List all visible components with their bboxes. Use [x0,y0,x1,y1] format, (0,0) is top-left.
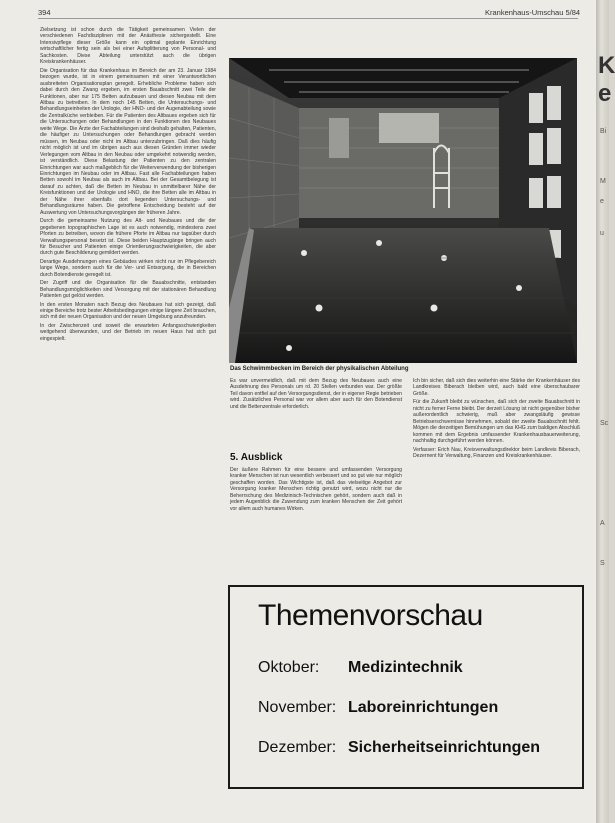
swimming-pool-photo [229,58,577,363]
paragraph: Die Organisation für das Krankenhaus im Bereich der am 23. Januar 1984 bezogen wurde, ist in einem gemeinsamen mit einer Verantwortlichen ausbreiteten Organisationsplan geregelt. Erhebliche Probleme haben sich dabei durch den Zwang ergeben, im ersten Bauabschnitt zwei Teile der Funktionen, aber nur 175 Betten aufzubauen und diesen Neubau mit dem Altbau zu betreiben. In dem noch 145 Betten, die Untersuchungs- und Behandlungseinheiten der Urologie, der HNO- und der Augenabteilung sowie die Zentralküche verbleiben. Für die Patienten des Altbaues ergeben sich für die Untersuchungen oder Behandlungen in den Funktionen des Neubaues weite Wege. Die Ärzte der Fachabteilungen sind deshalb gehalten, Patienten, die häufiger zu Untersuchungen oder Behandlungen gebracht werden müssen, im Neubau oder nicht im Altbau unterzubringen. Daß dies häufig nicht möglich ist und im übrigen auch aus diesen Gründen immer wieder Verlegungen vom Altbau in den Neubau oder umgekehrt notwendig werden, ist verständlich. Diese Belastung der Patienten zu den zentralen Einrichtungen war auch maßgeblich für die Weiterverwendung der bisherigen Einrichtungen im Neubau oder im Altbau. Fast alle Fachabteilungen haben Betten sowohl im Neubau als auch im Altbau. Bei der Gesamtbelegung ist darauf zu achten, daß die Betten im Neubau in unmittelbarer Nähe der Kreisfunktionen und der Urologie und HNO, die ihre Betten alle im Altbau in der Nähe ihrer ebenfalls dort liegenden Untersuchungs- und Behandlungsräume haben. Die getroffene Entscheidung besteht auf der Auswertung von Untersuchungsvorgängen der früheren Jahre. [40,67,216,216]
photo-caption: Das Schwimmbecken im Bereich der physikalischen Abteilung [230,366,409,372]
section-heading: 5. Ausblick [230,452,283,463]
next-page-fragment: u [600,230,604,237]
next-page-fragment: A [600,520,605,527]
next-page-fragment: Sc [600,420,609,427]
paragraph: Für die Zukunft bleibt zu wünschen, daß sich der zweite Bauabschnitt in nicht zu ferner Ferne bleibt. Der derzeit Lösung ist nicht gegenüber bisher außerordentlich schwierig, muß aber zwangsläufig gewisse Betriebserschwernisse hinnehmen, sobald der zweite Bauabschnitt fehlt. Mögen die derzeitigen Bemühungen um das KHG zum baldigen Abschluß kommen mit dem Ergebnis umfassender Krankenhausbauerweiterung, nachhaltig durchgeführt werden können. [413,399,580,445]
paragraph: Es war unvermeidlich, daß mit dem Bezug des Neubaues auch eine Ausdehnung des Personals um rd. 20 Stellen verbunden war. Der größte Teil davon entfiel auf den Versorgungsdienst, der in eigener Regie betrieben wird. Zusätzliches Personal war vor allem aber auch für den Botendienst und die Bettenzentrale erforderlich. [230,378,402,410]
preview-month: Oktober: [258,659,320,676]
paragraph: In den ersten Monaten nach Bezug des Neubaues hat sich gezeigt, daß einige Bereiche trotz bester Arbeitsbedingungen einige längere Zeit brauchen, sich mit der neuen Organisation und der neuen Umgebung anzufreunden. [40,301,216,321]
preview-month: November: [258,699,337,716]
article-column-right [413,378,580,538]
paragraph: Zielsetzung ist schon durch die Tätigkeit gemeinsamen Vielen der verschiedenen Fachdisziplinen mit der Anästhesie sichergestellt. Eine Intensivpflege dieser Größe kann ein optimal geplante Einrichtung wirtschaftlicher fertig sein als bei einer Aufsplitterung von Personal- und Sachkosten. Diese Abteilung unterstützt auch die übrigen Kreiskrankenhäuser. [40,27,216,66]
next-page-fragment: Bi [600,128,607,135]
preview-month: Dezember: [258,739,337,756]
paragraph: Derartige Ausdehnungen eines Gebäudes wirken nicht nur im Pflegebereich lange Wege, sondern auch für die Ver- und Entsorgung, die in Bereichen durch Botendienste geregelt ist. [40,258,216,278]
paragraph: Durch die gemeinsame Nutzung des Alt- und Neubaues und die der gegebenen topographischen Lage ist es auch notwendig, mindestens zwei Pforten zu betreiben, wovon die frühere Pforte im Altbau nur tagsüber durch Verwaltungspersonal besetzt ist. Diese beiden Hauptzugänge bringen auch für Besucher und Patienten einige Orientierungsschwierigkeiten, die aber durch gute Beschilderung gemildert werden. [40,218,216,257]
paragraph: Ich bin sicher, daß sich dies weiterhin eine Stärke der Krankenhäuser des Landkreises Biberach bleiben wird, auch bald eine überschaubarer Größe. [413,378,580,397]
header-rule [38,18,578,19]
journal-title: Krankenhaus-Umschau 5/84 [485,8,581,17]
page-number: 394 [38,8,51,17]
preview-topic: Laboreinrichtungen [348,699,499,716]
paragraph: Der äußere Rahmen für eine bessere und umfassenden Versorgung kranker Menschen ist nun wesentlich verbessert und so gut wie nur möglich geschaffen worden. Das Wichtigste ist, daß das vielseitige Angebot zur Versorgung kranker Menschen richtig genutzt wird, wozu nicht nur die Beherrschung des Medizinisch-Technischen gehört, sondern auch daß in jedem Augenblick die Zuwendung zum kranken Menschen der Zeit gehört vor allem auch humanes Wirken. [230,467,402,512]
article-column-middle-continued [230,467,402,587]
preview-topic: Sicherheitseinrichtungen [348,739,541,756]
preview-topic: Medizintechnik [348,659,463,676]
preview-title: Themenvorschau [258,599,483,632]
next-page-fragment: M [600,178,606,185]
preview-row [258,739,540,757]
topic-preview-box [228,585,584,789]
next-page-fragment: e [600,198,604,205]
preview-row [258,659,463,677]
paragraph: In der Zwischenzeit und soweit die erwarteten Anfangsschwierigkeiten weitgehend überwunden, und der Betrieb im neuen Haus hat sich gut eingespielt. [40,322,216,342]
preview-row [258,699,498,717]
next-page-glyph: e [598,80,612,107]
next-page-edge [596,0,612,823]
next-page-glyph: K [598,52,615,79]
author-note: Verfasser: Erich Nau, Kreisverwaltungsdirektor beim Landkreis Biberach, Dezernent für Verwaltung, Finanzen und Kreiskrankenhäuser. [413,446,580,459]
next-page-fragment: S [600,560,605,567]
article-column-left [40,27,216,797]
paragraph: Der Zugriff und die Organisation für die Bauabschnitte, entstanden Behandlungsmöglichkeiten sind Versorgung mit der stationären Behandlung Patienten gut gelöst werden. [40,280,216,300]
